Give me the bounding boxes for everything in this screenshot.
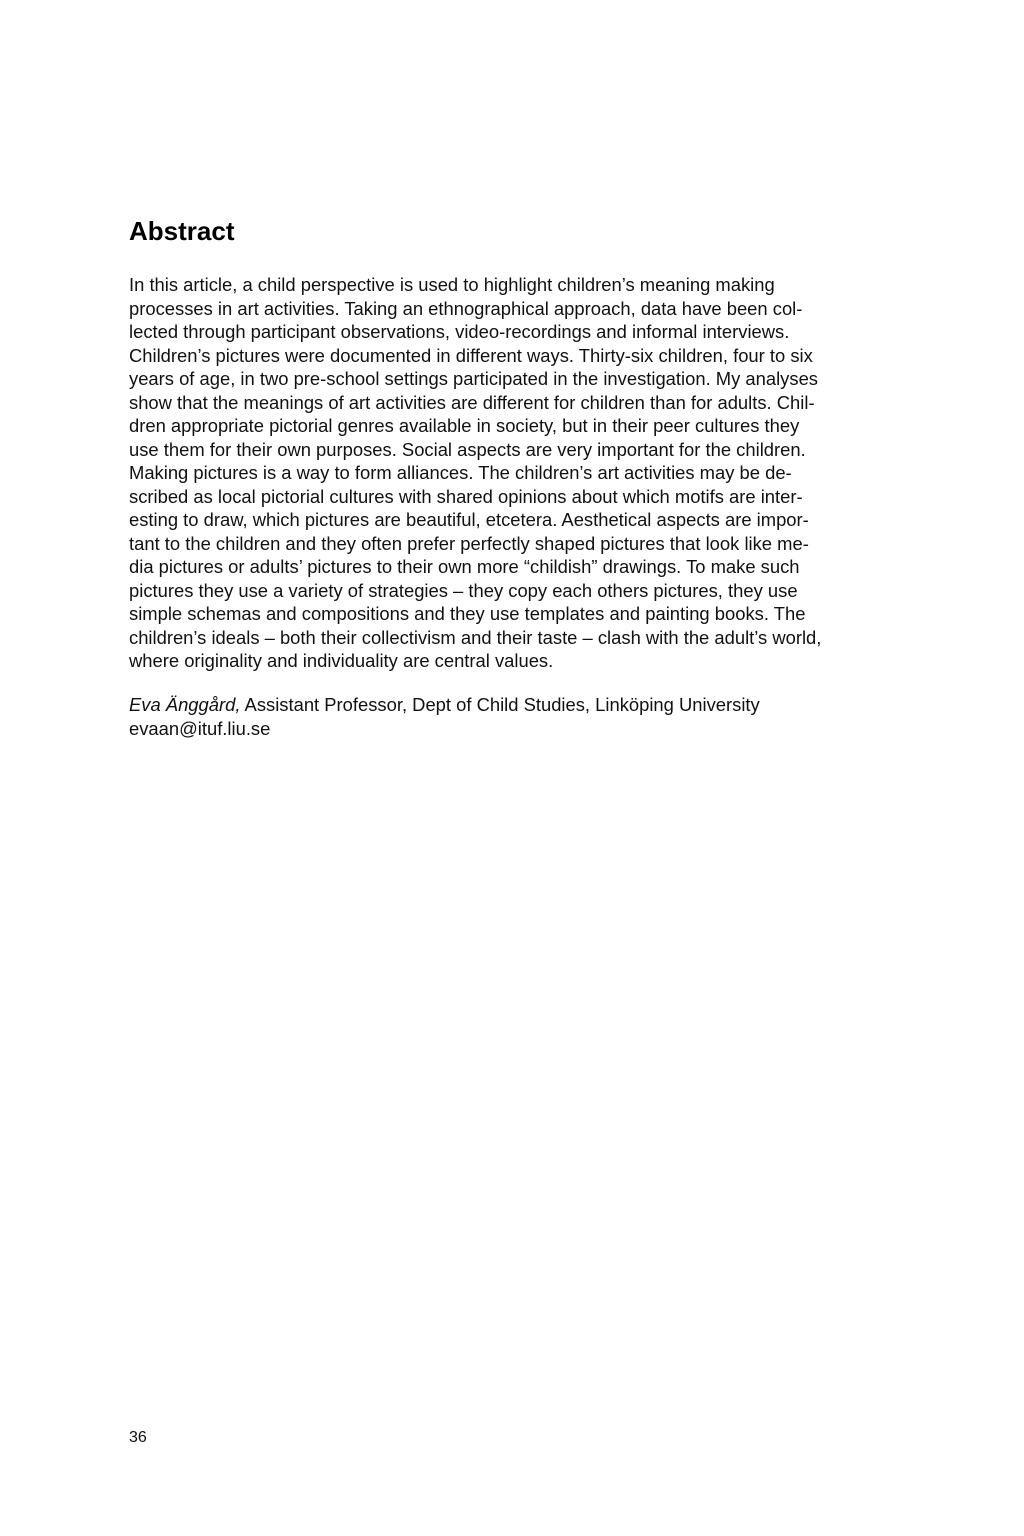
abstract-line: In this article, a child perspective is used to highlight children’s meaning making	[129, 274, 775, 295]
abstract-line: esting to draw, which pictures are beautiful, etcetera. Aesthetical aspects are impor-	[129, 509, 809, 530]
abstract-line: scribed as local pictorial cultures with shared opinions about which motifs are inter-	[129, 485, 803, 507]
abstract-line: Making pictures is a way to form alliances. The children’s art activities may be de-	[129, 462, 792, 483]
abstract-line: children’s ideals – both their collectivism and their taste – clash with the adult’s world,	[129, 626, 822, 648]
abstract-line: use them for their own purposes. Social aspects are very important for the children.	[129, 438, 806, 460]
abstract-line: where originality and individuality are central values.	[129, 650, 554, 671]
abstract-line: pictures they use a variety of strategies – they copy each others pictures, they use	[129, 579, 798, 601]
abstract-line: dia pictures or adults’ pictures to their own more “childish” drawings. To make such	[129, 556, 800, 577]
abstract-line: lected through participant observations, video-recordings and informal interviews.	[129, 321, 790, 342]
abstract-line: Children’s pictures were documented in different ways. Thirty-six children, four to six	[129, 344, 813, 366]
author-email: evaan@ituf.liu.se	[129, 717, 271, 739]
abstract-body	[129, 273, 909, 673]
abstract-line: simple schemas and compositions and they use templates and painting books. The	[129, 603, 806, 624]
author-block	[129, 693, 909, 740]
page-number: 36	[129, 1429, 147, 1446]
abstract-heading: Abstract	[129, 216, 235, 246]
abstract-line: years of age, in two pre-school settings participated in the investigation. My analyses	[129, 368, 818, 389]
abstract-line: tant to the children and they often prefer perfectly shaped pictures that look like me-	[129, 532, 809, 554]
author-line	[129, 693, 909, 717]
abstract-line: processes in art activities. Taking an ethnographical approach, data have been col-	[129, 297, 803, 319]
author-affiliation: Assistant Professor, Dept of Child Studies, Linköping University	[240, 694, 760, 715]
author-name: Eva Änggård,	[129, 694, 241, 715]
abstract-line: show that the meanings of art activities are different for children than for adults. Chil-	[129, 391, 815, 413]
abstract-line: dren appropriate pictorial genres available in society, but in their peer cultures they	[129, 415, 800, 436]
